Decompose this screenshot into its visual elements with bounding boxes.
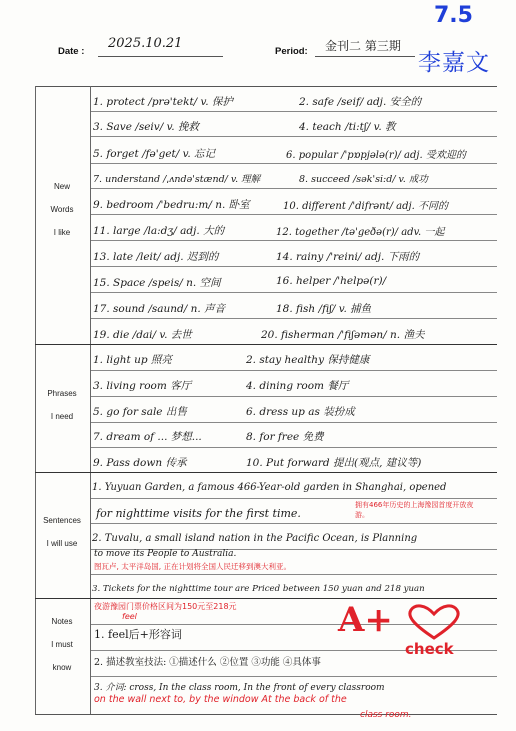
section-divider-3 <box>35 598 497 599</box>
sentence-1-translation: 拥有466年历史的上海豫园首度开放夜游。 <box>355 501 474 519</box>
date-label: Date : <box>58 46 85 57</box>
table-bottom-border <box>35 714 497 715</box>
feel-annotation: feel <box>122 612 137 621</box>
sentence-2-translation: 图瓦卢, 太平洋岛国, 正在计划将全国人民迁移到澳大利亚。 <box>94 562 292 571</box>
section-divider-1 <box>35 344 497 345</box>
sentence-2-line-1: 2. Tuvalu, a small island nation in the Pacific Ocean, is Planning <box>92 533 418 544</box>
note-2: 2. 描述教室技法: ①描述什么 ②位置 ③功能 ④具体事 <box>94 657 321 668</box>
period-underline <box>315 56 415 57</box>
check-stamp <box>405 604 463 660</box>
section-label-notes: Notes I must know <box>51 617 73 672</box>
check-label: check <box>405 640 454 658</box>
heart-icon <box>405 604 463 640</box>
sentence-3-translation: 夜游豫园门票价格区间为150元至218元 <box>94 602 237 611</box>
section-label-sentences: Sentences I will use <box>43 516 81 548</box>
sentence-1-line-1: 1. Yuyuan Garden, a famous 466-Year-old garden in Shanghai, opened <box>92 482 447 493</box>
sentence-2-line-2: to move its People to Australia. <box>94 549 237 559</box>
section-label-words: New Words I like <box>50 182 74 237</box>
score: 7.5 <box>434 3 473 28</box>
period-value: 金刊二 第三期 <box>325 39 401 53</box>
section-divider-2 <box>35 472 497 473</box>
date-underline <box>98 56 223 57</box>
note-1: 1. feel后+形容词 <box>94 628 182 641</box>
student-name: 李嘉文 <box>418 50 490 76</box>
period-label: Period: <box>275 46 308 57</box>
note-3-line-3: class room. <box>360 710 412 720</box>
section-label-phrases: Phrases I need <box>47 389 77 421</box>
note-3-line-2: on the wall next to, by the window At the back of the <box>94 694 347 705</box>
note-3-line-1: 3. 介词: cross, In the class room, In the front of every classroom <box>94 683 385 693</box>
sentence-3-line-1: 3. Tickets for the nighttime tour are Priced between 150 yuan and 218 yuan <box>92 584 425 594</box>
grade-mark: A+ <box>338 600 393 640</box>
table-top-border <box>35 86 497 87</box>
sentence-1-line-2: for nighttime visits for the first time. <box>96 507 301 520</box>
table-divider <box>90 86 91 714</box>
date-value: 2025.10.21 <box>108 36 183 51</box>
